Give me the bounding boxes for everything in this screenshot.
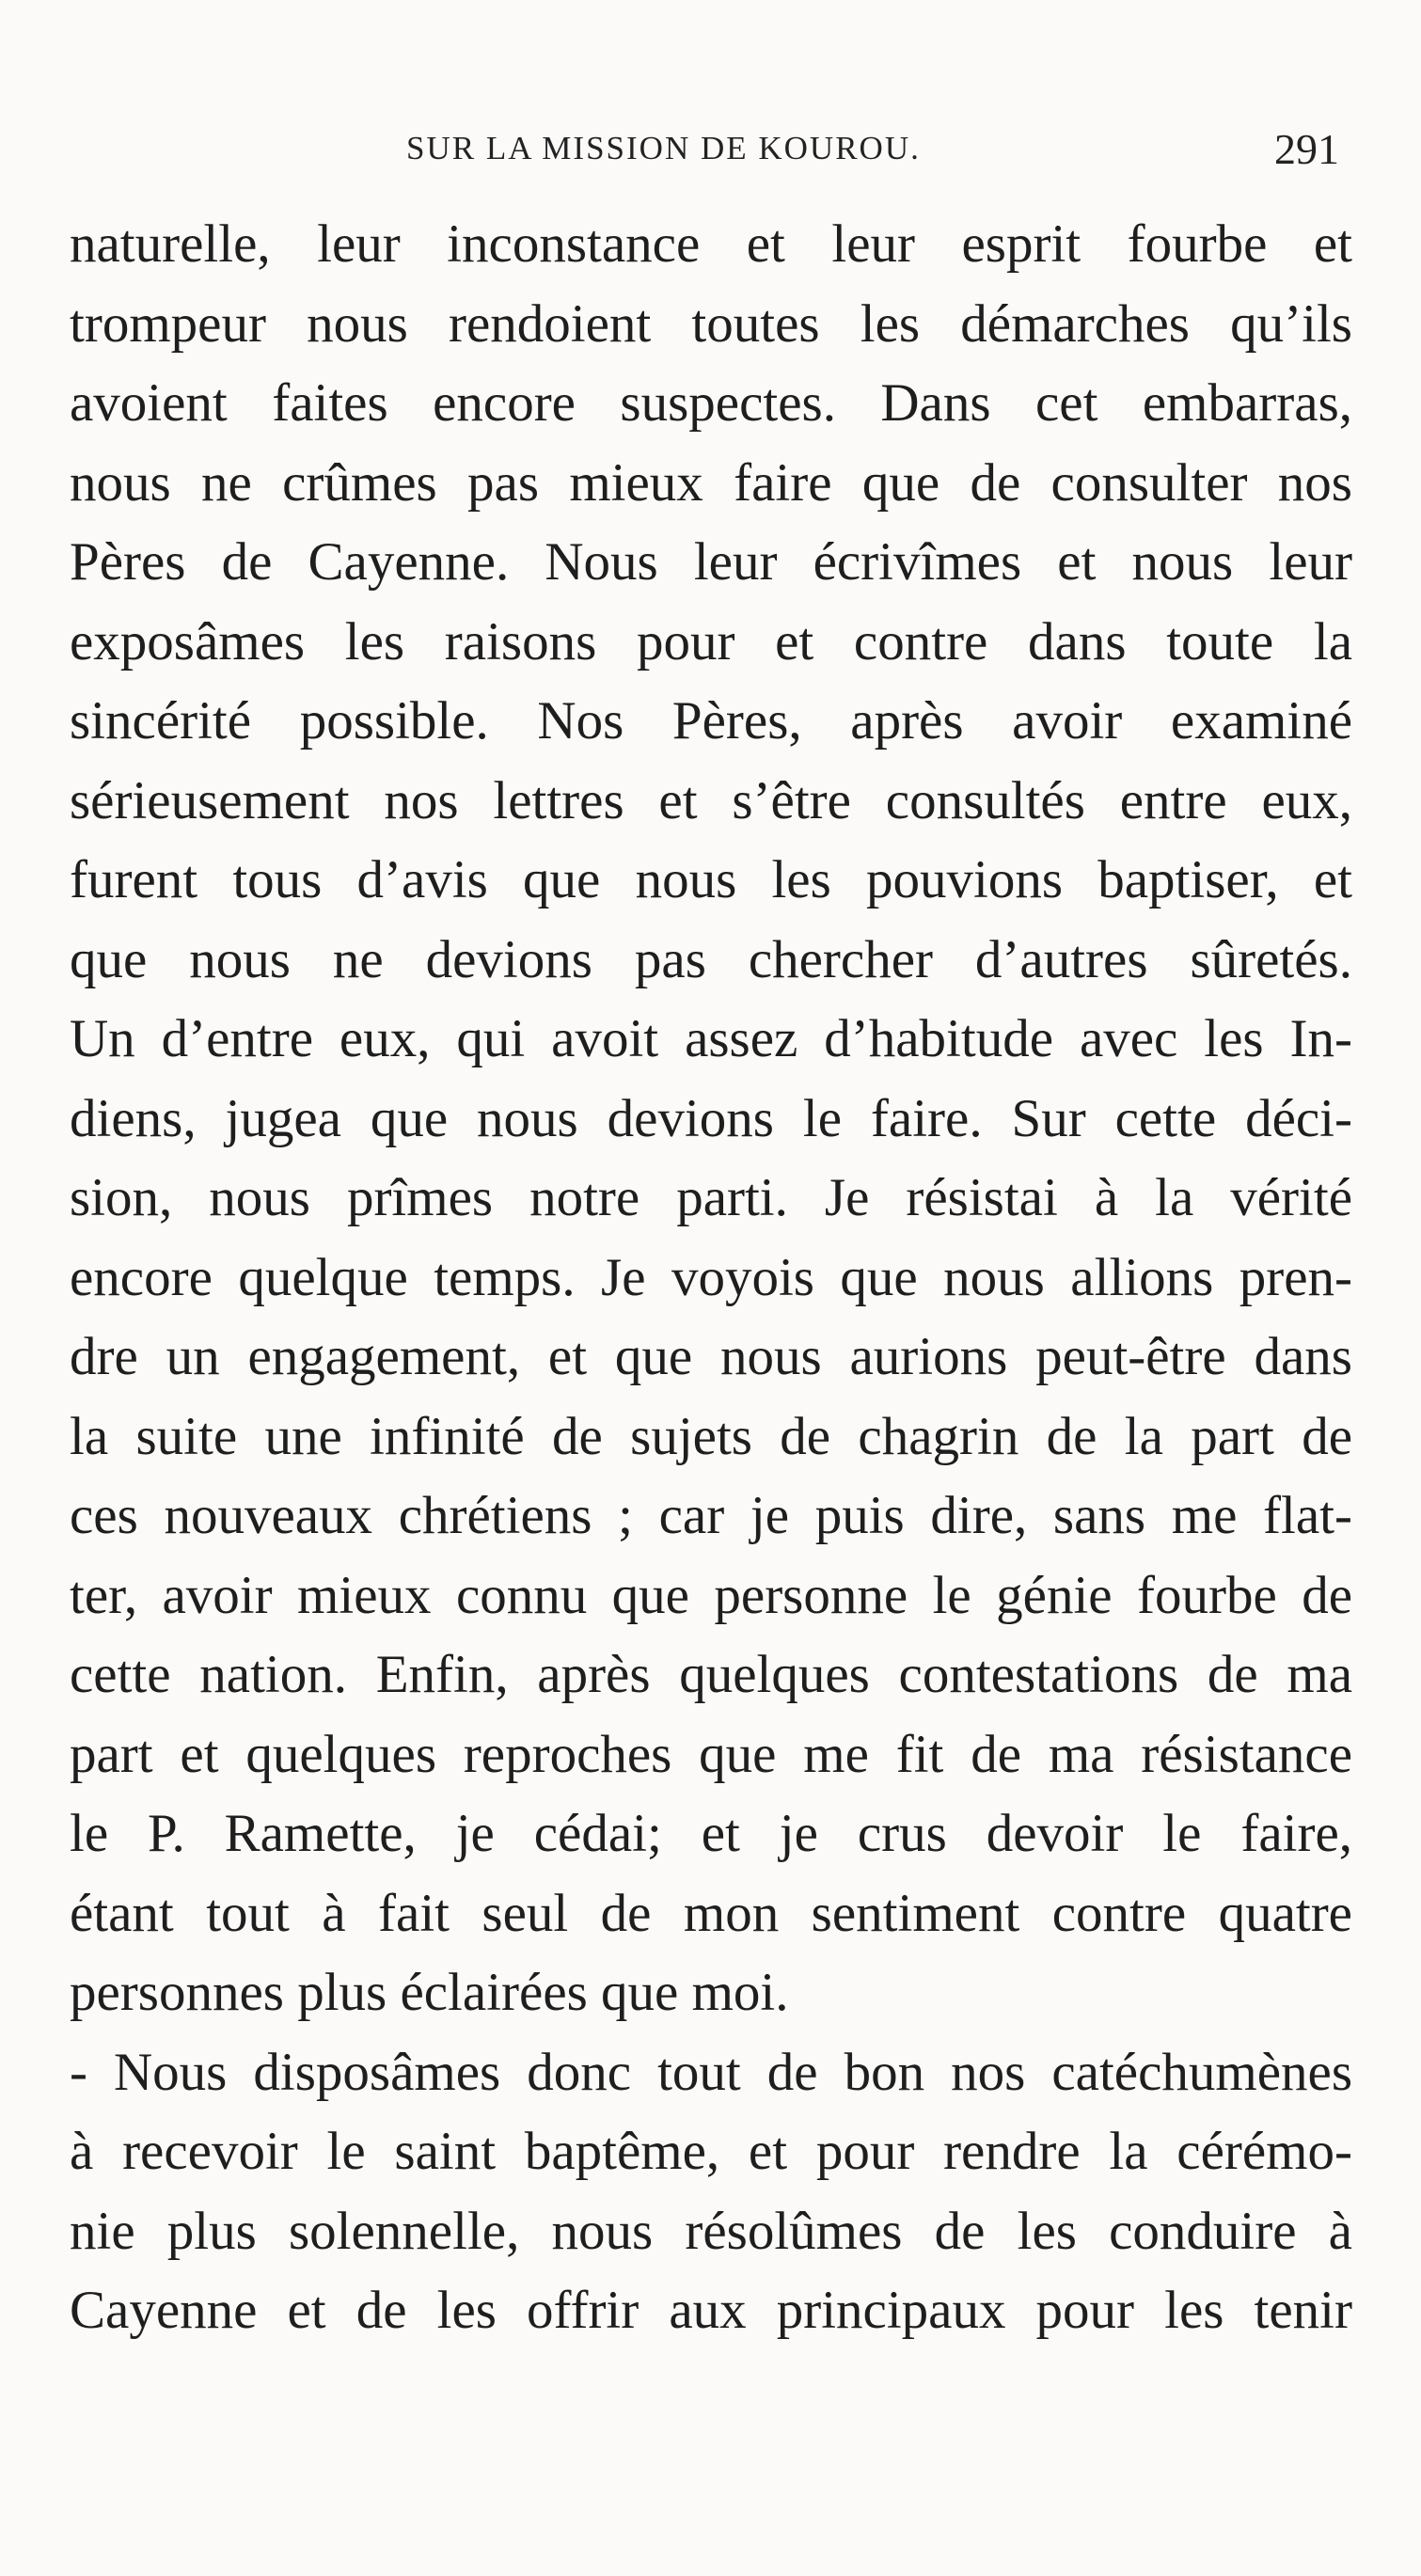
text-line-paragraph-end: personnes plus éclairées que moi.	[70, 1963, 789, 2022]
text-line: exposâmes les raisons pour et contre dans toute la	[70, 611, 1352, 672]
text-line: furent tous d’avis que nous les pouvions baptiser, et	[70, 850, 1352, 909]
text-line: que nous ne devions pas chercher d’autres sûretés.	[70, 929, 1352, 989]
text-line-paragraph-start: - Nous disposâmes donc tout de bon nos catéchumènes	[70, 2042, 1352, 2102]
text-line: nous ne crûmes pas mieux faire que de consulter nos	[70, 452, 1352, 513]
page-number: 291	[1274, 125, 1339, 173]
text-line: diens, jugea que nous devions le faire. Sur cette déci-	[70, 1088, 1352, 1148]
text-line: part et quelques reproches que me fit de ma résistance	[70, 1724, 1352, 1784]
text-line: étant tout à fait seul de mon sentiment contre quatre	[70, 1883, 1352, 1943]
text-line: trompeur nous rendoient toutes les démarches qu’ils	[70, 293, 1352, 354]
body-text	[70, 205, 1352, 2351]
text-line: Cayenne et de les offrir aux principaux pour les tenir	[70, 2281, 1352, 2340]
text-line: Pères de Cayenne. Nous leur écrivîmes et nous leur	[70, 532, 1352, 592]
running-title: SUR LA MISSION DE KOUROU.	[406, 130, 921, 166]
text-line: sérieusement nos lettres et s’être consultés entre eux,	[70, 770, 1352, 830]
text-line: le P. Ramette, je cédai; et je crus devoir le faire,	[70, 1804, 1352, 1863]
text-line: sion, nous prîmes notre parti. Je résistai à la vérité	[70, 1168, 1352, 1227]
text-line: Un d’entre eux, qui avoit assez d’habitude avec les In-	[70, 1009, 1352, 1068]
text-line: à recevoir le saint baptême, et pour rendre la cérémo-	[70, 2122, 1352, 2181]
text-line: cette nation. Enfin, après quelques contestations de ma	[70, 1645, 1352, 1704]
text-line: sincérité possible. Nos Pères, après avoir examiné	[70, 691, 1352, 751]
text-line: dre un engagement, et que nous aurions peut-être dans	[70, 1327, 1352, 1386]
text-line: naturelle, leur inconstance et leur esprit fourbe et	[70, 214, 1352, 274]
text-line: la suite une infinité de sujets de chagrin de la part de	[70, 1406, 1352, 1466]
running-head	[406, 125, 1347, 186]
text-line: encore quelque temps. Je voyois que nous allions pren-	[70, 1247, 1352, 1307]
text-line: ter, avoir mieux connu que personne le génie fourbe de	[70, 1565, 1352, 1625]
text-line: ces nouveaux chrétiens ; car je puis dire, sans me flat-	[70, 1486, 1352, 1545]
text-line: nie plus solennelle, nous résolûmes de les conduire à	[70, 2201, 1352, 2261]
text-line: avoient faites encore suspectes. Dans cet embarras,	[70, 373, 1352, 433]
